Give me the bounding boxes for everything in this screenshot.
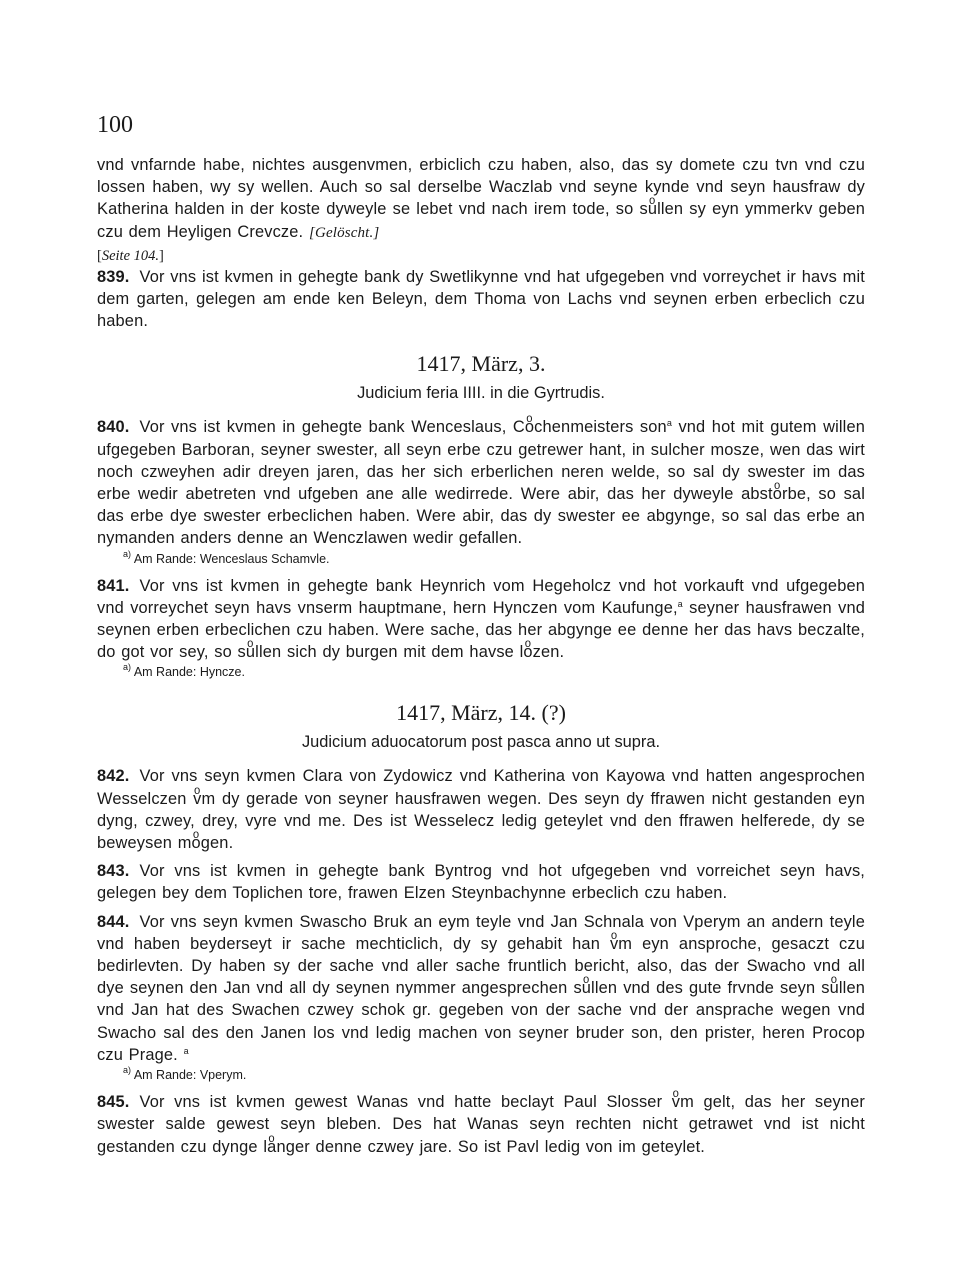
entry-number: 840.	[97, 418, 130, 437]
entry-text: Vor vns ist kvmen in gehegte bank Wenceslaus, Coͦchenmeisters son	[139, 418, 667, 437]
entry-number: 841.	[97, 576, 130, 595]
footnote-mark: a)	[123, 548, 132, 559]
footnote-marker: a	[677, 598, 683, 609]
entry-843	[97, 860, 865, 904]
footnote-mark: a)	[123, 1065, 132, 1076]
entry-number: 845.	[97, 1093, 130, 1112]
entry-number: 844.	[97, 912, 130, 931]
date-heading-1: 1417, März, 3.	[416, 351, 546, 377]
page-number: 100	[97, 112, 133, 138]
page-ref-label: Seite	[101, 247, 131, 264]
footnote-text: Am Rande: Wenceslaus Schamvle.	[133, 551, 330, 566]
document-page	[97, 110, 865, 1158]
session-heading-1: Judicium feria IIII. in die Gyrtrudis.	[357, 384, 605, 403]
date-heading-2: 1417, März, 14. (?)	[396, 700, 566, 726]
entry-text: Vor vns ist kvmen in gehegte bank Heynrich vom Hegeholcz vnd hot vorkauft vnd ufgegeben vnd vorreychet seyn havs vnserm hauptmane, hern Hynczen vom Kaufunge,	[97, 576, 865, 617]
footnote-mark: a)	[123, 662, 132, 673]
session-heading-2: Judicium aduocatorum post pasca anno ut supra.	[301, 733, 661, 752]
entry-844	[97, 911, 865, 1066]
page-reference	[97, 246, 865, 266]
deletion-note: [Gelöscht.]	[308, 224, 380, 241]
footnote-841	[123, 664, 865, 681]
entry-839	[97, 266, 865, 333]
footnote-840	[123, 548, 865, 568]
entry-text: Vor vns ist kvmen in gehegte bank dy Swetlikynne vnd hat ufgegeben vnd vorreychet ir havs mit dem garten, gelegen am ende ken Beleyn, dem Thoma von Lachs vnd seynen erben erbeclich czu haben.	[97, 267, 865, 331]
page-ref-open: [	[97, 247, 102, 264]
page-ref-close: ]	[159, 247, 164, 264]
entry-number: 839.	[97, 267, 130, 286]
entry-text: Vor vns seyn kvmen Swascho Bruk an eym teyle vnd Jan Schnala von Vperym an andern teyle vnd haben beyderseyt ir sache mechticlich, dy sy gehabit han vͦm eyn ansproche, gesaczt czu bedirlevten. Dy haben sy der sache vnd aller sache fruntlich bericht, also, das der Swacho vnd all dye seynen den Jan vnd all dy seynen nymmer angesprechen suͦllen vnd des gute frvnde seyn suͦllen vnd Jan hat des Swachen czwey schok gr. gegeben von der sache vnd der ansprache wegen vnd Swacho sal des den Janen los vnd ledig machen von seyner bruder son, den prister, heren Procop czu Prage.	[97, 912, 865, 1064]
footnote-marker: a	[183, 1045, 189, 1056]
page-ref-number: 104.	[133, 247, 160, 264]
intro-text: vnd vnfarnde habe, nichtes ausgenvmen, erbiclich czu haben, also, das sy domete czu tvn vnd czu lossen haben, wy sy wellen. Auch so sal derselbe Waczlab vnd seyne kynde vnd seyn hausfraw dy Katherina halden in der koste dyweyle se lebet vnd nach irem tode, so suͦllen sy eyn ymmerkv geben czu dem Heyligen Crevcze.	[97, 156, 865, 241]
footnote-marker: a	[666, 418, 672, 429]
entry-number: 842.	[97, 767, 130, 786]
entry-text: Vor vns ist kvmen gewest Wanas vnd hatte beclayt Paul Slosser vͦm gelt, das her seyner swester salde gewest seyn bleben. Des hat Wanas seyn rechten nicht getrawet vnd ist nicht gestanden czu dynge laͦnger denne czwey jare. So ist Pavl ledig von im geteylet.	[97, 1093, 865, 1156]
entry-840	[97, 416, 865, 549]
entry-text: Vor vns seyn kvmen Clara von Zydowicz vnd Katherina von Kayowa vnd hatten angesprochen Wesselczen vͦm dy gerade von seyner hausfrawen wegen. Des seyn dy ffrawen nicht gestanden eyn dyng, czwey, drey, vyre vnd me. Des ist Wesselecz ledig geteylet vnd den ffrawen helferede, dy se beweysen moͦgen.	[97, 767, 865, 853]
entry-text: Vor vns ist kvmen in gehegte bank Byntrog vnd hot ufgegeben vnd vorreichet seyn havs, gelegen bey dem Toplichen tore, frawen Elzen Steynbachynne erbeclich czu haben.	[97, 862, 865, 903]
footnote-844	[123, 1067, 865, 1084]
entry-842	[97, 765, 865, 854]
entry-841	[97, 575, 865, 664]
footnote-text: Am Rande: Vperym.	[133, 1068, 247, 1083]
entry-number: 843.	[97, 862, 130, 881]
entry-text-cont: seyner hausfrawen vnd seynen erben erbeclichen czu haben. Were sache, das her abgynge ee denne her das havs beczalte, do got vor sey, so suͦllen sich dy burgen mit dem havse loͦzen.	[97, 598, 866, 662]
entry-text-cont: vnd hot mit gutem willen ufgegeben Barboran, seyner swester, all seyn erbe czu getrewer hant, in sulcher mosze, wen das wirt noch czweyhen adir dreyen jaren, das her sich erberlichen neren welde, so sal dy swester im das erbe wedir abetreten vnd ufgeben ane alle wedirrede. Were abir, das her dyweyle abstoͦrbe, so sal das erbe dye swester erbeclichen haben. Were abir, das dy swester ee abgynge, so sal das erbe an nymanden anders denne an Wenczlawen wedir gefallen.	[97, 418, 865, 548]
entry-845	[97, 1091, 865, 1158]
intro-paragraph	[97, 154, 865, 244]
footnote-text: Am Rande: Hyncze.	[133, 665, 245, 680]
